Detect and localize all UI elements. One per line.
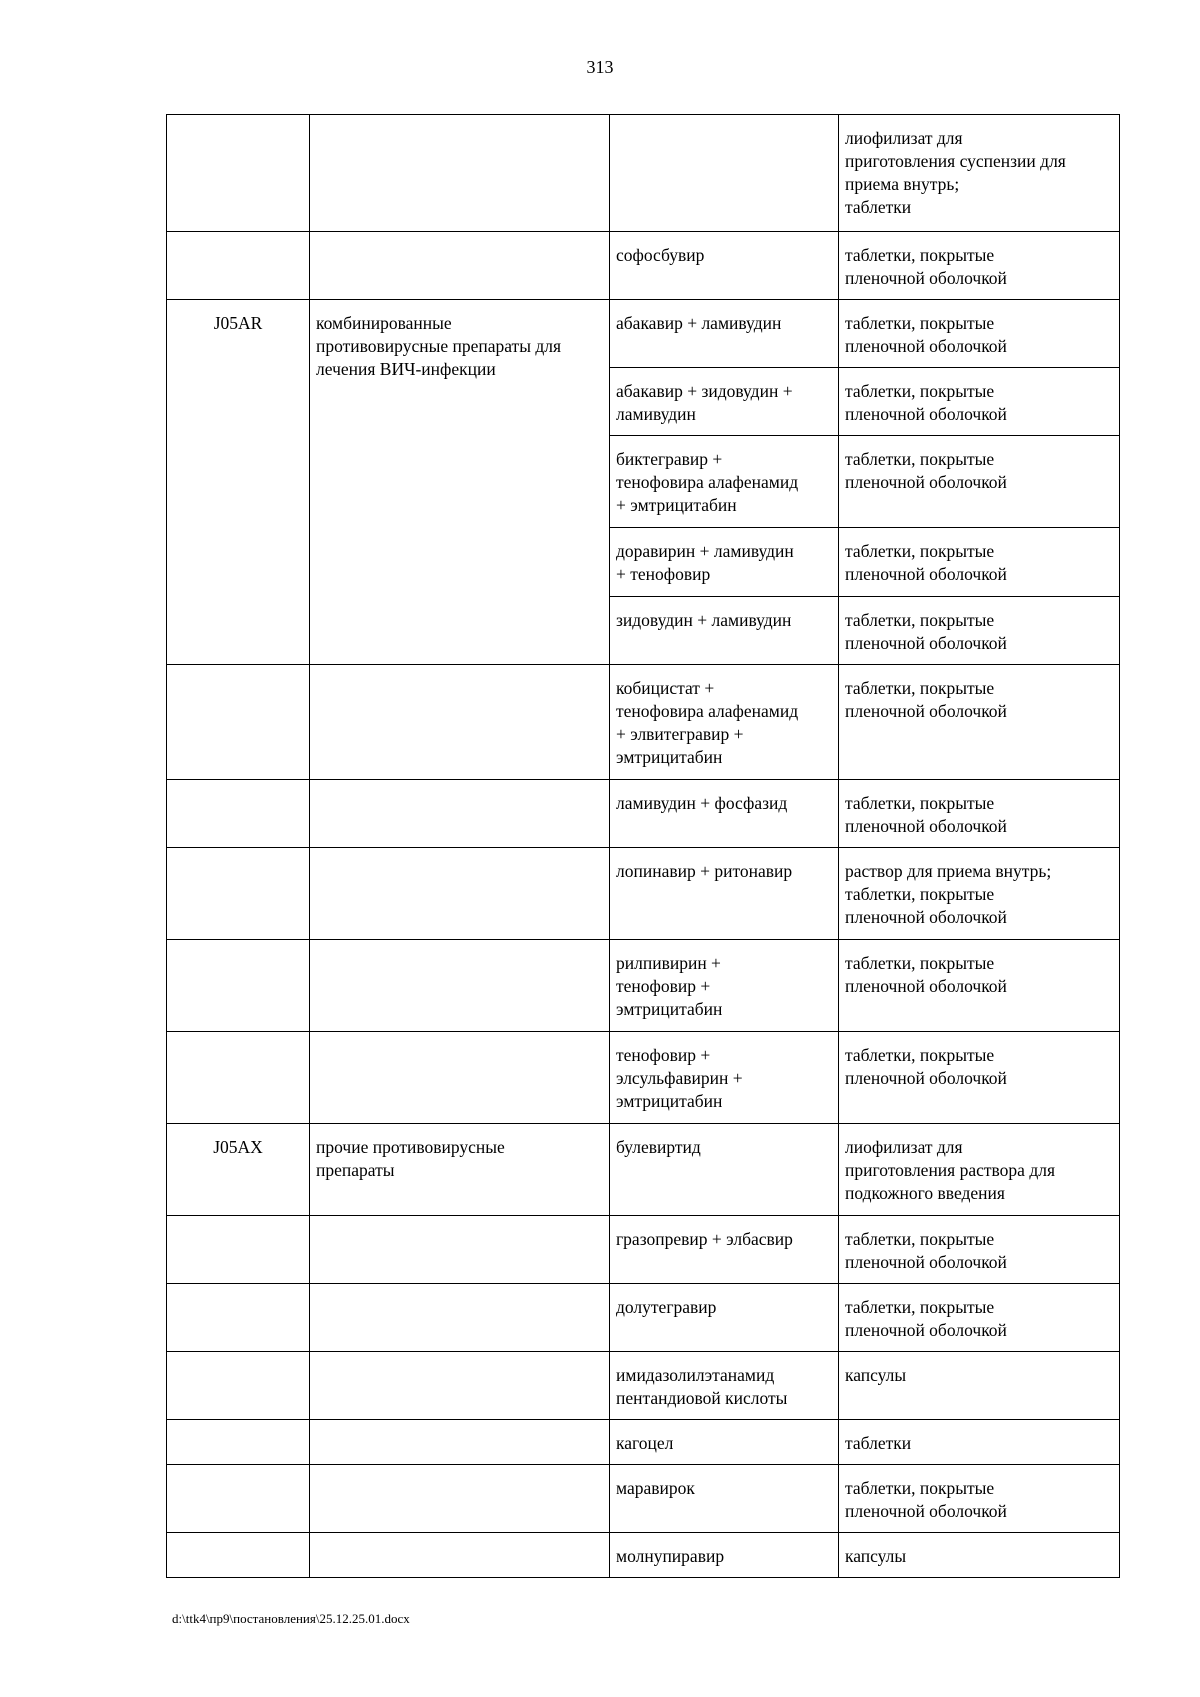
drug-cell — [610, 1124, 839, 1216]
form-cell — [839, 115, 1120, 232]
group-cell — [310, 115, 610, 232]
drug-cell — [610, 1465, 839, 1533]
drug-name: софосбувир — [616, 245, 705, 265]
table-row — [167, 1465, 1120, 1533]
dosage-form: капсулы — [845, 1365, 907, 1385]
table-row — [167, 780, 1120, 848]
dosage-form: таблетки, покрытые пленочной оболочкой — [845, 953, 1007, 996]
group-cell — [310, 848, 610, 940]
dosage-form: таблетки, покрытые пленочной оболочкой — [845, 541, 1007, 584]
table-row — [167, 940, 1120, 1032]
dosage-form: таблетки, покрытые пленочной оболочкой — [845, 1229, 1007, 1272]
atc-code-cell — [167, 665, 310, 780]
drug-cell — [610, 300, 839, 368]
drug-name: булевиртид — [616, 1137, 701, 1157]
form-cell — [839, 1284, 1120, 1352]
dosage-form: таблетки, покрытые пленочной оболочкой — [845, 449, 1007, 492]
drug-name: ламивудин + фосфазид — [616, 793, 788, 813]
atc-code-cell — [167, 780, 310, 848]
drug-cell — [610, 848, 839, 940]
table-row — [167, 1352, 1120, 1420]
dosage-form: капсулы — [845, 1546, 907, 1566]
group-cell — [310, 1284, 610, 1352]
group-cell — [310, 1032, 610, 1124]
table-row — [167, 665, 1120, 780]
form-cell — [839, 1420, 1120, 1465]
atc-code-cell — [167, 940, 310, 1032]
form-cell — [839, 848, 1120, 940]
drug-table — [166, 114, 1120, 1578]
group-cell — [310, 1124, 610, 1216]
drug-cell — [610, 368, 839, 436]
group-name: комбинированные противовирусные препараты для лечения ВИЧ-инфекции — [316, 313, 562, 379]
drug-cell — [610, 665, 839, 780]
form-cell — [839, 232, 1120, 300]
drug-name: кагоцел — [616, 1433, 674, 1453]
table-row — [167, 1420, 1120, 1465]
dosage-form: таблетки, покрытые пленочной оболочкой — [845, 610, 1007, 653]
form-cell — [839, 1124, 1120, 1216]
drug-cell — [610, 1533, 839, 1578]
drug-cell — [610, 1352, 839, 1420]
group-cell — [310, 780, 610, 848]
form-cell — [839, 528, 1120, 597]
group-cell — [310, 1216, 610, 1284]
atc-code-cell — [167, 1124, 310, 1216]
drug-cell — [610, 1284, 839, 1352]
group-cell — [310, 1420, 610, 1465]
atc-code-cell — [167, 1352, 310, 1420]
dosage-form: лиофилизат для приготовления суспензии для приема внутрь; таблетки — [845, 128, 1066, 217]
drug-cell — [610, 232, 839, 300]
drug-name: биктегравир + тенофовира алафенамид + эмтрицитабин — [616, 449, 799, 515]
dosage-form: таблетки — [845, 1433, 912, 1453]
group-cell — [310, 665, 610, 780]
form-cell — [839, 368, 1120, 436]
dosage-form: раствор для приема внутрь; таблетки, покрытые пленочной оболочкой — [845, 861, 1052, 927]
drug-name: имидазолилэтанамид пентандиовой кислоты — [616, 1365, 788, 1408]
atc-code-cell — [167, 1284, 310, 1352]
atc-code-cell — [167, 1420, 310, 1465]
group-cell — [310, 1352, 610, 1420]
dosage-form: таблетки, покрытые пленочной оболочкой — [845, 678, 1007, 721]
form-cell — [839, 1533, 1120, 1578]
drug-cell — [610, 1032, 839, 1124]
form-cell — [839, 1032, 1120, 1124]
drug-name: маравирок — [616, 1478, 695, 1498]
drug-name: абакавир + ламивудин — [616, 313, 782, 333]
page-number: 313 — [586, 57, 614, 77]
table-row — [167, 300, 1120, 368]
dosage-form: таблетки, покрытые пленочной оболочкой — [845, 1297, 1007, 1340]
form-cell — [839, 300, 1120, 368]
drug-name: абакавир + зидовудин + ламивудин — [616, 381, 793, 424]
group-cell — [310, 1533, 610, 1578]
group-cell — [310, 232, 610, 300]
atc-code-cell — [167, 232, 310, 300]
drug-cell — [610, 1216, 839, 1284]
form-cell — [839, 940, 1120, 1032]
drug-cell — [610, 1420, 839, 1465]
dosage-form: таблетки, покрытые пленочной оболочкой — [845, 1045, 1007, 1088]
group-name: прочие противовирусные препараты — [316, 1137, 505, 1180]
footer-file-path: d:\ttk4\пр9\постановления\25.12.25.01.docx — [172, 1611, 410, 1626]
atc-code-cell — [167, 1216, 310, 1284]
dosage-form: таблетки, покрытые пленочной оболочкой — [845, 793, 1007, 836]
table-row — [167, 232, 1120, 300]
drug-name: гразопревир + элбасвир — [616, 1229, 793, 1249]
table-row — [167, 1216, 1120, 1284]
form-cell — [839, 436, 1120, 528]
table-row — [167, 1533, 1120, 1578]
drug-name: долутегравир — [616, 1297, 717, 1317]
table-row — [167, 1032, 1120, 1124]
group-cell — [310, 1465, 610, 1533]
drug-name: рилпивирин + тенофовир + эмтрицитабин — [616, 953, 723, 1019]
atc-code-cell — [167, 1533, 310, 1578]
drug-cell — [610, 528, 839, 597]
group-cell — [310, 300, 610, 665]
form-cell — [839, 780, 1120, 848]
form-cell — [839, 1465, 1120, 1533]
drug-name: тенофовир + элсульфавирин + эмтрицитабин — [616, 1045, 743, 1111]
atc-code: J05AR — [213, 313, 263, 333]
atc-code-cell — [167, 1465, 310, 1533]
atc-code-cell — [167, 1032, 310, 1124]
drug-name: доравирин + ламивудин + тенофовир — [616, 541, 794, 584]
dosage-form: таблетки, покрытые пленочной оболочкой — [845, 381, 1007, 424]
drug-name: молнупиравир — [616, 1546, 725, 1566]
drug-cell — [610, 597, 839, 665]
form-cell — [839, 1216, 1120, 1284]
atc-code-cell — [167, 300, 310, 665]
table-row — [167, 115, 1120, 232]
group-cell — [310, 940, 610, 1032]
form-cell — [839, 665, 1120, 780]
dosage-form: таблетки, покрытые пленочной оболочкой — [845, 313, 1007, 356]
dosage-form: таблетки, покрытые пленочной оболочкой — [845, 245, 1007, 288]
drug-cell — [610, 780, 839, 848]
table-row — [167, 1284, 1120, 1352]
atc-code-cell — [167, 115, 310, 232]
drug-name: лопинавир + ритонавир — [616, 861, 793, 881]
form-cell — [839, 597, 1120, 665]
drug-cell — [610, 115, 839, 232]
form-cell — [839, 1352, 1120, 1420]
drug-name: зидовудин + ламивудин — [616, 610, 792, 630]
drug-name: кобицистат + тенофовира алафенамид + элвитегравир + эмтрицитабин — [616, 678, 799, 767]
atc-code: J05AX — [213, 1137, 263, 1157]
atc-code-cell — [167, 848, 310, 940]
table-row — [167, 848, 1120, 940]
dosage-form: лиофилизат для приготовления раствора для подкожного введения — [845, 1137, 1055, 1203]
drug-cell — [610, 436, 839, 528]
table-row — [167, 1124, 1120, 1216]
drug-cell — [610, 940, 839, 1032]
dosage-form: таблетки, покрытые пленочной оболочкой — [845, 1478, 1007, 1521]
